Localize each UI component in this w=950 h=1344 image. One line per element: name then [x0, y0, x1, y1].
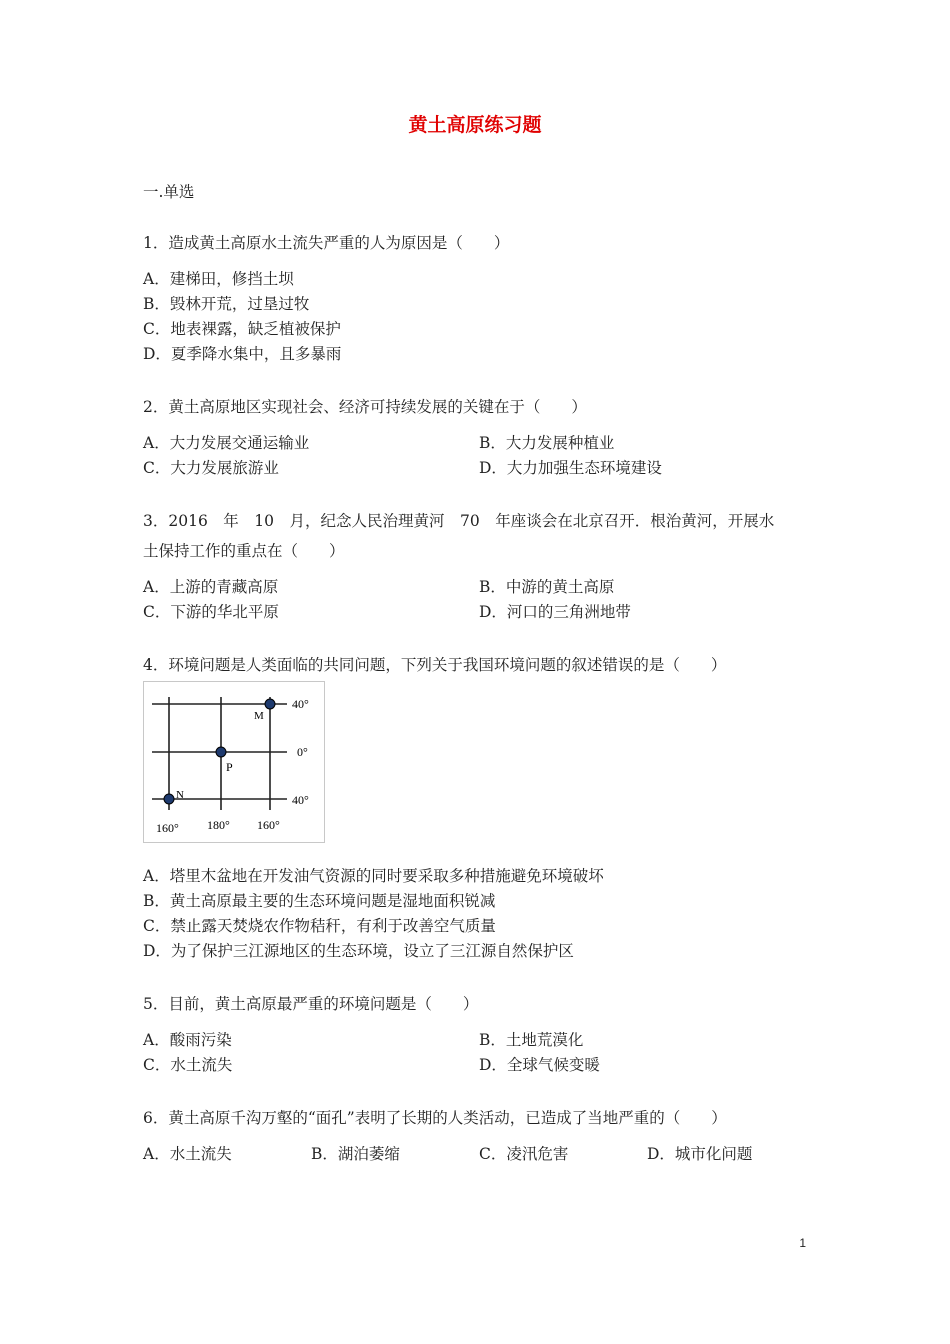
- question-2-option-b[interactable]: B．大力发展种植业: [479, 434, 615, 452]
- lon-label-right: 160°: [257, 818, 280, 832]
- question-1-stem: 1．造成黄土高原水土流失严重的人为原因是（ ）: [143, 234, 510, 252]
- point-m-label: M: [254, 710, 264, 722]
- point-n-label: N: [176, 789, 184, 801]
- lat-label-middle: 0°: [297, 745, 308, 759]
- question-5-stem: 5．目前，黄土高原最严重的环境问题是（ ）: [143, 995, 479, 1013]
- question-4-option-c[interactable]: C．禁止露天焚烧农作物秸秆，有利于改善空气质量: [143, 917, 496, 935]
- question-4-option-b[interactable]: B．黄土高原最主要的生态环境问题是湿地面积锐减: [143, 892, 496, 910]
- question-5-option-a[interactable]: A．酸雨污染: [143, 1031, 232, 1049]
- question-3-option-c[interactable]: C．下游的华北平原: [143, 603, 279, 621]
- point-n-dot: [164, 794, 174, 804]
- question-1-option-b[interactable]: B．毁林开荒，过垦过牧: [143, 295, 310, 313]
- point-p-dot: [216, 747, 226, 757]
- question-6-option-c[interactable]: C．凌汛危害: [479, 1145, 569, 1163]
- lat-label-bottom: 40°: [292, 793, 309, 807]
- lat-label-top: 40°: [292, 697, 309, 711]
- question-6-option-b[interactable]: B．湖泊萎缩: [311, 1145, 400, 1163]
- page-number: 1: [799, 1236, 806, 1250]
- question-3-option-a[interactable]: A．上游的青藏高原: [143, 578, 279, 596]
- question-6-option-d[interactable]: D．城市化问题: [647, 1145, 753, 1163]
- question-3-stem-line1: 3．2016 年 10 月，纪念人民治理黄河 70 年座谈会在北京召开．根治黄河，开展水: [143, 512, 775, 530]
- lon-label-middle: 180°: [207, 818, 230, 832]
- document-title: 黄土高原练习题: [408, 114, 542, 136]
- question-4-stem: 4．环境问题是人类面临的共同问题，下列关于我国环境问题的叙述错误的是（ ）: [143, 656, 727, 674]
- question-6-option-a[interactable]: A．水土流失: [143, 1145, 232, 1163]
- question-5-option-b[interactable]: B．土地荒漠化: [479, 1031, 584, 1049]
- point-p-label: P: [226, 760, 233, 774]
- point-m-dot: [265, 699, 275, 709]
- question-2-option-c[interactable]: C．大力发展旅游业: [143, 459, 279, 477]
- question-6-stem: 6．黄土高原千沟万壑的“面孔”表明了长期的人类活动，已造成了当地严重的（ ）: [143, 1109, 727, 1127]
- question-2-option-d[interactable]: D．大力加强生态环境建设: [479, 459, 662, 477]
- grid-diagram: [144, 682, 324, 842]
- question-4-option-d[interactable]: D．为了保护三江源地区的生态环境，设立了三江源自然保护区: [143, 942, 574, 960]
- lon-label-left: 160°: [156, 821, 179, 835]
- question-3-stem-line2: 土保持工作的重点在（ ）: [143, 542, 345, 560]
- question-1-option-d[interactable]: D．夏季降水集中，且多暴雨: [143, 345, 342, 363]
- question-1-option-a[interactable]: A．建梯田，修挡土坝: [143, 270, 294, 288]
- question-1-option-c[interactable]: C．地表裸露，缺乏植被保护: [143, 320, 341, 338]
- section-heading: 一.单选: [143, 183, 195, 201]
- question-5-option-d[interactable]: D．全球气候变暖: [479, 1056, 600, 1074]
- question-4-option-a[interactable]: A．塔里木盆地在开发油气资源的同时要采取多种措施避免环境破坏: [143, 867, 604, 885]
- question-3-option-b[interactable]: B．中游的黄土高原: [479, 578, 615, 596]
- lat-lon-grid-figure: [143, 681, 325, 843]
- question-2-option-a[interactable]: A．大力发展交通运输业: [143, 434, 310, 452]
- question-2-stem: 2．黄土高原地区实现社会、经济可持续发展的关键在于（ ）: [143, 398, 587, 416]
- question-3-option-d[interactable]: D．河口的三角洲地带: [479, 603, 631, 621]
- question-5-option-c[interactable]: C．水土流失: [143, 1056, 233, 1074]
